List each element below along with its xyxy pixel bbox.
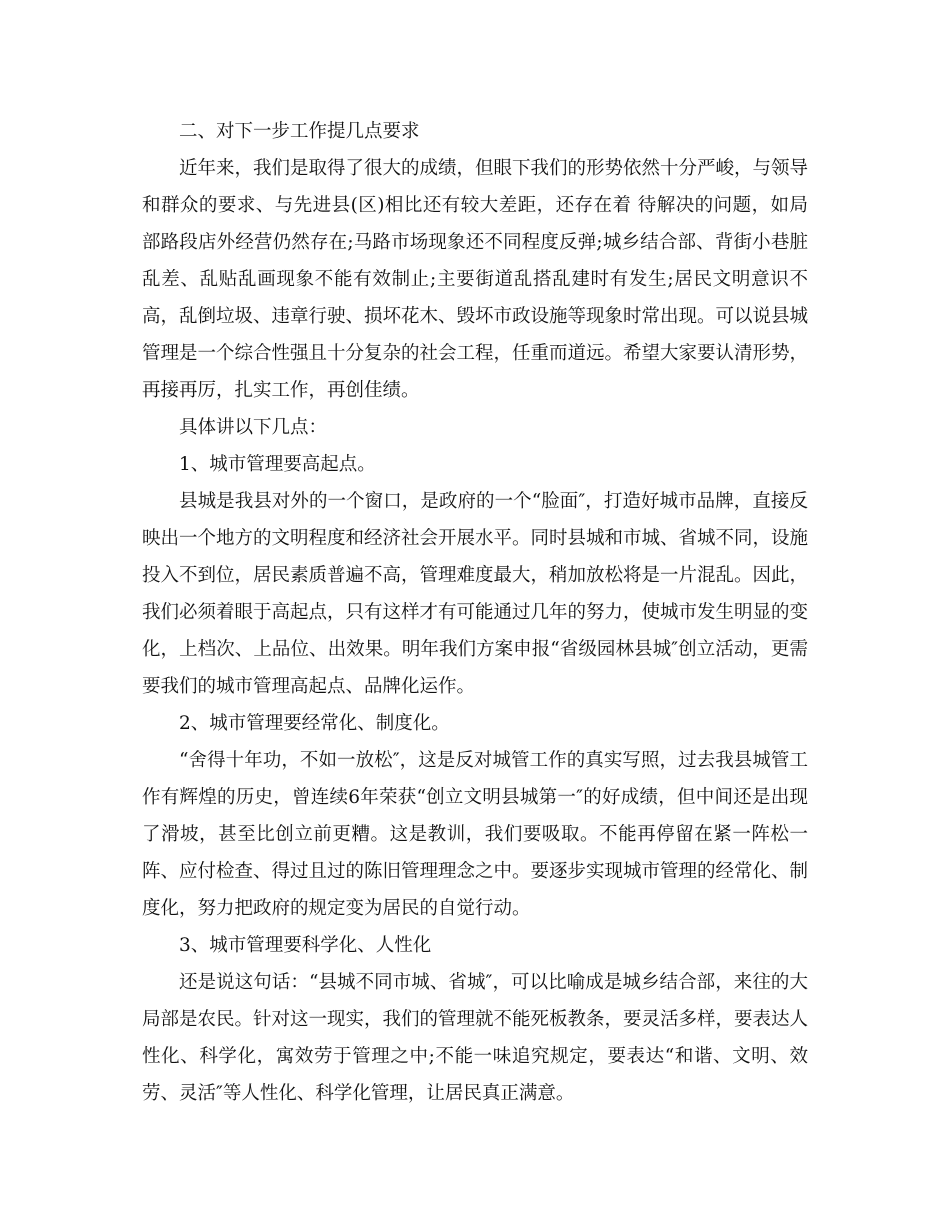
point-2-body: “舍得十年功，不如一放松″，这是反对城管工作的真实写照，过去我县城管工作有辉煌的历史，曾连续6年荣获“创立文明县城第一″的好成绩，但中间还是出现了滑坡，甚至比创立前更糟。这是教训，我们要吸取。不能再停留在紧一阵松一阵、应付检查、得过且过的陈旧管理理念之中。要逐步实现城市管理的经常化、制度化，努力把政府的规定变为居民的自觉行动。 <box>142 750 809 919</box>
intro-paragraph: 近年来，我们是取得了很大的成绩，但眼下我们的形势依然十分严峻，与领导和群众的要求、与先进县(区)相比还有较大差距，还存在着 待解决的问题，如局部路段店外经营仍然存在;马路市场现象还不同程度反弹;城乡结合部、背街小巷脏乱差、乱贴乱画现象不能有效制止;主要街道乱搭乱建时有发生;居民文明意识不高，乱倒垃圾、违章行驶、损坏花木、毁坏市政设施等现象时常出现。可以说县城管理是一个综合性强且十分复杂的社会工程，任重而道远。希望大家要认清形势，再接再厉，扎实工作，再创佳绩。 <box>142 158 809 401</box>
section-title: 二、对下一步工作提几点要求 <box>179 121 420 142</box>
points-intro: 具体讲以下几点： <box>179 417 328 438</box>
point-3-body: 还是说这句话：“县城不同市城、省城″，可以比喻成是城乡结合部，来往的大局部是农民。针对这一现实，我们的管理就不能死板教条，要灵活多样，要表达人性化、科学化，寓效劳于管理之中;不能一味追究规定，要表达“和谐、文明、效劳、灵活″等人性化、科学化管理，让居民真正满意。 <box>142 972 809 1104</box>
point-2-heading: 2、城市管理要经常化、制度化。 <box>179 713 450 734</box>
point-1-body: 县城是我县对外的一个窗口，是政府的一个“脸面″，打造好城市品牌，直接反映出一个地方的文明程度和经济社会开展水平。同时县城和市城、省城不同，设施投入不到位，居民素质普遍不高，管理难度最大，稍加放松将是一片混乱。因此，我们必须着眼于高起点，只有这样才有可能通过几年的努力，使城市发生明显的变化，上档次、上品位、出效果。明年我们方案申报“省级园林县城″创立活动，更需要我们的城市管理高起点、品牌化运作。 <box>142 491 809 697</box>
point-3-heading: 3、城市管理要科学化、人性化 <box>179 935 432 956</box>
document-page <box>142 113 808 1112</box>
point-1-heading: 1、城市管理要高起点。 <box>179 454 376 475</box>
